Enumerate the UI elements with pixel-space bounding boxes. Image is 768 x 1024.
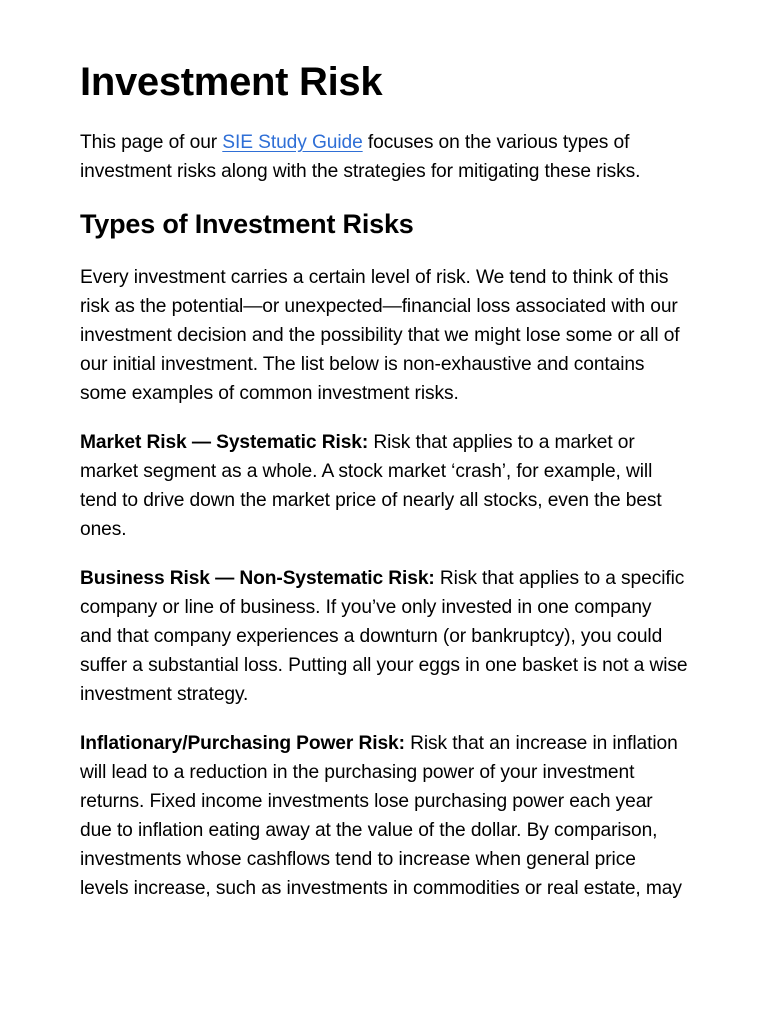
risk-term: Business Risk — Non-Systematic Risk: — [80, 568, 435, 589]
intro-text-after: focuses on the various types of investment risks along with the strategies for mitigating these risks. — [80, 132, 641, 182]
risk-item-inflationary — [80, 729, 688, 903]
risk-item-market — [80, 428, 688, 544]
risk-description: Risk that an increase in inflation will lead to a reduction in the purchasing power of your investment returns. Fixed income investments lose purchasing power each year due to inflation eating away at the value of the dollar. By comparison, investments whose cashflows tend to increase when general price levels increase, such as investments in commodities or real estate, may — [80, 733, 682, 899]
risk-term: Inflationary/Purchasing Power Risk: — [80, 733, 405, 754]
risk-item-business — [80, 564, 688, 709]
section-intro-paragraph: Every investment carries a certain level of risk. We tend to think of this risk as the potential—or unexpected—financial loss associated with our investment decision and the possibility that we might lose some or all of our initial investment. The list below is non-exhaustive and contains some examples of common investment risks. — [80, 267, 680, 404]
intro-paragraph — [80, 128, 688, 186]
risk-description: Risk that applies to a market or market segment as a whole. A stock market ‘crash’, for example, will tend to drive down the market price of nearly all stocks, even the best ones. — [80, 432, 662, 540]
sie-study-guide-link[interactable]: SIE Study Guide — [222, 132, 363, 153]
intro-text-before: This page of our — [80, 132, 223, 153]
section-heading: Types of Investment Risks — [80, 209, 414, 239]
risk-term: Market Risk — Systematic Risk: — [80, 432, 369, 453]
risk-description: Risk that applies to a specific company or line of business. If you’ve only invested in one company and that company experiences a downturn (or bankruptcy), you could suffer a substantial loss. Putting all your eggs in one basket is not a wise investment strategy. — [80, 568, 688, 705]
page-title: Investment Risk — [80, 60, 383, 104]
